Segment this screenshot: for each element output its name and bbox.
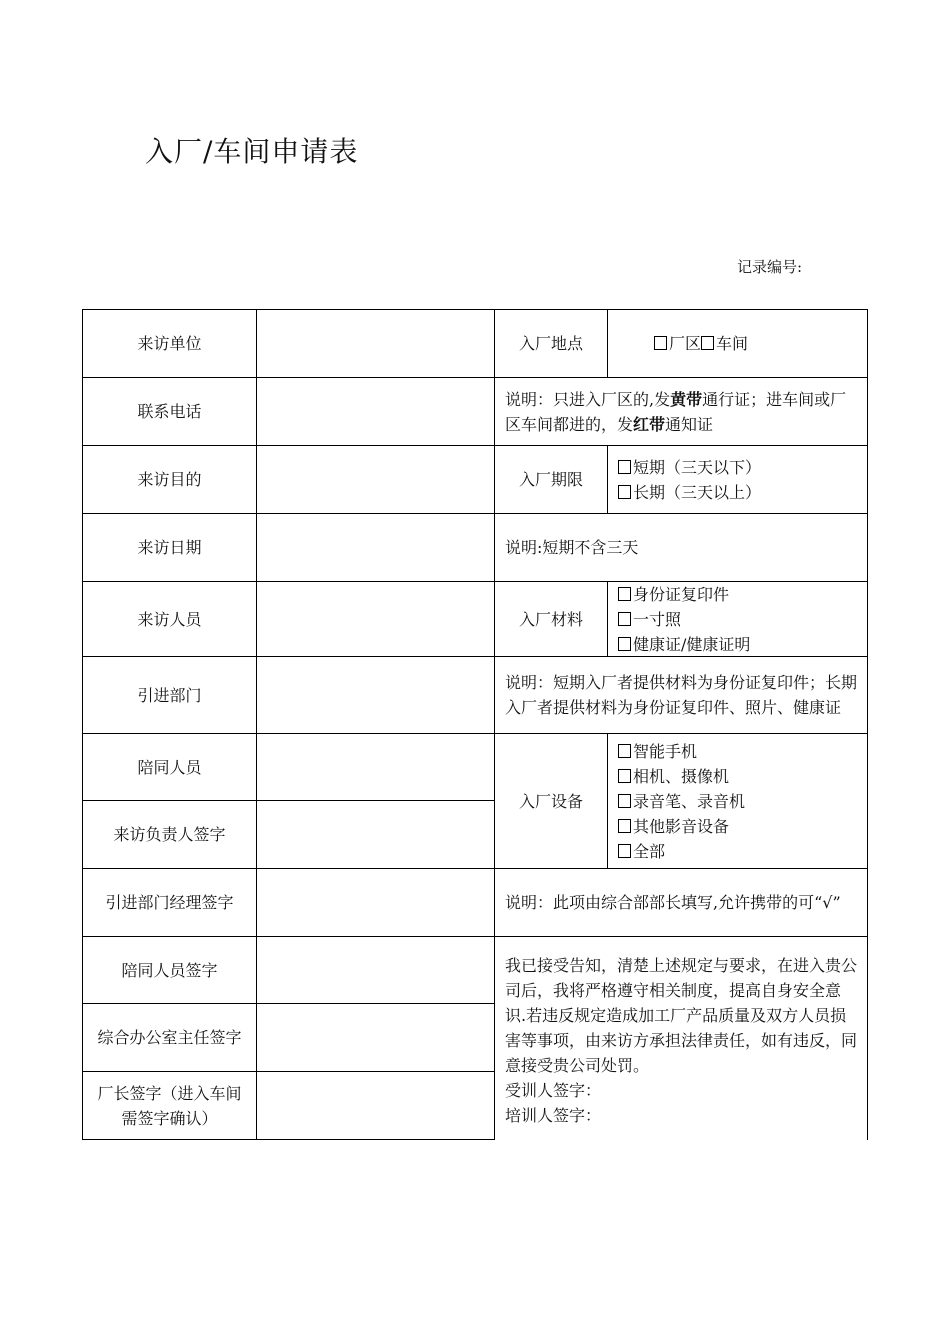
field-visit-unit[interactable] [256,309,494,377]
trainee-signature-label: 受训人签字： [505,1081,602,1100]
option-short-term[interactable]: 短期（三天以下） [618,455,857,480]
field-companion[interactable] [256,733,494,800]
label-entry-devices: 入厂设备 [494,733,607,868]
option-recorder[interactable]: 录音笔、录音机 [618,789,857,814]
field-factory-director-sign[interactable] [256,1071,494,1140]
page-title: 入厂/车间申请表 [145,135,359,168]
checkbox-icon[interactable] [618,612,631,626]
entry-devices-options [607,733,868,868]
label-purpose: 来访目的 [82,445,256,513]
option-workshop[interactable]: 车间 [701,331,748,356]
record-number-label: 记录编号: [737,258,803,276]
trainer-signature-label: 培训人签字： [505,1106,602,1125]
label-visitors: 来访人员 [82,581,256,656]
yellow-band-text: 黄带 [670,389,703,409]
label-entry-location: 入厂地点 [494,309,607,377]
field-intro-dept[interactable] [256,656,494,733]
label-date: 来访日期 [82,513,256,581]
label-companion: 陪同人员 [82,733,256,800]
entry-location-options [607,309,868,377]
checkbox-icon[interactable] [618,769,631,783]
checkbox-icon[interactable] [618,744,631,758]
application-form [82,309,868,1140]
option-camera[interactable]: 相机、摄像机 [618,764,857,789]
option-id-copy[interactable]: 身份证复印件 [618,582,857,607]
label-intro-dept: 引进部门 [82,656,256,733]
label-entry-period: 入厂期限 [494,445,607,513]
option-other-av[interactable]: 其他影音设备 [618,814,857,839]
field-visitors[interactable] [256,581,494,656]
label-factory-director-sign: 厂长签字（进入车间需签字确认） [82,1071,256,1140]
checkbox-icon[interactable] [618,587,631,601]
checkbox-icon[interactable] [618,819,631,833]
field-companion-sign[interactable] [256,936,494,1003]
note-devices: 说明：此项由综合部部长填写,允许携带的可“√” [494,868,868,936]
field-dept-manager-sign[interactable] [256,868,494,936]
checkbox-icon[interactable] [654,336,667,350]
option-factory-area[interactable]: 厂区 [654,331,701,356]
field-date[interactable] [256,513,494,581]
option-all[interactable]: 全部 [618,839,857,864]
entry-period-options [607,445,868,513]
option-long-term[interactable]: 长期（三天以上） [618,480,857,505]
field-visit-head-sign[interactable] [256,800,494,868]
label-visit-unit: 来访单位 [82,309,256,377]
checkbox-icon[interactable] [618,460,631,474]
declaration-text: 我已接受告知，清楚上述规定与要求，在进入贵公司后，我将严格遵守相关制度，提高自身安全意识.若违反规定造成加工厂产品质量及双方人员损害等事项，由来访方承担法律责任，如有违反，同意接受贵公司处罚。 [505,956,858,1075]
field-phone[interactable] [256,377,494,445]
entry-materials-options [607,581,868,656]
note-short-term: 说明:短期不含三天 [494,513,868,581]
option-health-cert[interactable]: 健康证/健康证明 [618,632,857,657]
label-entry-materials: 入厂材料 [494,581,607,656]
declaration-block [494,936,868,1140]
label-phone: 联系电话 [82,377,256,445]
checkbox-icon[interactable] [701,336,714,350]
checkbox-icon[interactable] [618,844,631,858]
option-photo[interactable]: 一寸照 [618,607,857,632]
label-companion-sign: 陪同人员签字 [82,936,256,1003]
note-materials: 说明：短期入厂者提供材料为身份证复印件；长期入厂者提供材料为身份证复印件、照片、健康证 [494,656,868,733]
checkbox-icon[interactable] [618,794,631,808]
field-purpose[interactable] [256,445,494,513]
checkbox-icon[interactable] [618,637,631,651]
label-office-director-sign: 综合办公室主任签字 [82,1003,256,1071]
label-dept-manager-sign: 引进部门经理签字 [82,868,256,936]
field-office-director-sign[interactable] [256,1003,494,1071]
label-visit-head-sign: 来访负责人签字 [82,800,256,868]
checkbox-icon[interactable] [618,485,631,499]
red-band-text: 红带 [633,414,666,434]
option-smartphone[interactable]: 智能手机 [618,739,857,764]
note-pass-type: 说明：只进入厂区的,发黄带通行证；进车间或厂区车间都进的，发红带通知证 [494,377,868,445]
